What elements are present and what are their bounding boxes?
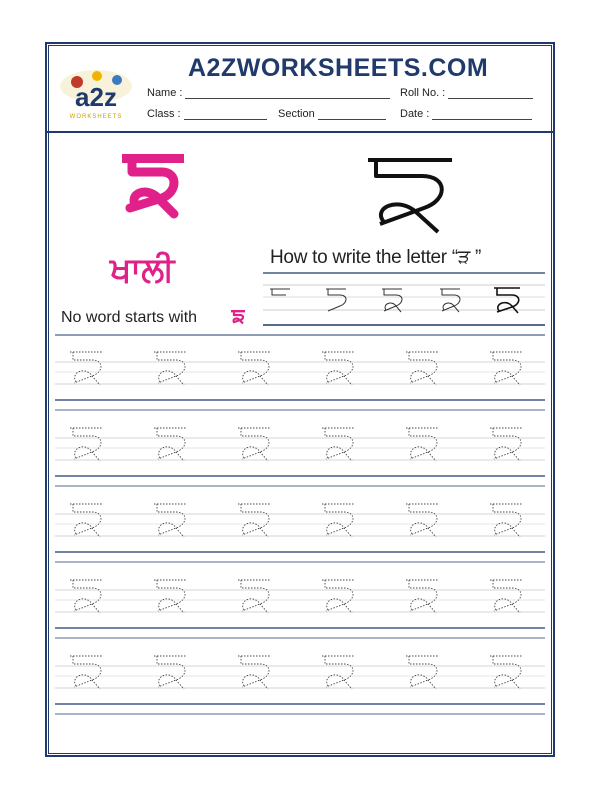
trace-letter[interactable] — [70, 428, 102, 461]
class-label: Class : — [147, 108, 181, 120]
roll-label: Roll No. : — [400, 87, 446, 99]
site-title: A2ZWORKSHEETS.COM — [188, 54, 489, 82]
howto-suffix: ” — [469, 247, 481, 268]
trace-letter[interactable] — [238, 580, 270, 613]
stroke-step-5 — [494, 288, 520, 313]
trace-letter[interactable] — [490, 580, 522, 613]
trace-letter[interactable] — [238, 656, 270, 689]
trace-letter[interactable] — [322, 504, 354, 537]
trace-letter[interactable] — [238, 428, 270, 461]
trace-letter[interactable] — [322, 656, 354, 689]
trace-letter[interactable] — [490, 352, 522, 385]
section-label: Section — [278, 108, 315, 120]
practice-row — [55, 352, 545, 410]
trace-letter[interactable] — [406, 352, 438, 385]
trace-letter[interactable] — [238, 352, 270, 385]
trace-letter[interactable] — [406, 504, 438, 537]
trace-letter[interactable] — [70, 656, 102, 689]
trace-letter[interactable] — [490, 656, 522, 689]
logo-text: a2z — [75, 82, 117, 112]
howto-glyph: ੜ — [457, 246, 470, 268]
trace-letter[interactable] — [490, 428, 522, 461]
practice-row — [55, 656, 545, 714]
name-label: Name : — [147, 87, 183, 99]
practice-row — [55, 428, 545, 486]
trace-letter[interactable] — [154, 428, 186, 461]
trace-letter[interactable] — [322, 352, 354, 385]
practice-row — [55, 504, 545, 562]
logo-subtext: WORKSHEETS — [69, 114, 123, 120]
stroke-step-1 — [270, 289, 290, 295]
example-word: ਖਾਲੀ — [110, 250, 175, 290]
trace-letter[interactable] — [154, 580, 186, 613]
practice-row — [55, 580, 545, 638]
trace-letter[interactable] — [154, 352, 186, 385]
trace-letter[interactable] — [406, 656, 438, 689]
trace-letter[interactable] — [406, 580, 438, 613]
trace-letter[interactable] — [154, 504, 186, 537]
trace-letter[interactable] — [70, 504, 102, 537]
trace-letter[interactable] — [70, 580, 102, 613]
trace-letter[interactable] — [238, 504, 270, 537]
date-label: Date : — [400, 108, 430, 120]
trace-letter[interactable] — [154, 656, 186, 689]
trace-letter[interactable] — [490, 504, 522, 537]
trace-letter[interactable] — [70, 352, 102, 385]
trace-letter[interactable] — [322, 580, 354, 613]
stroke-step-3 — [382, 289, 402, 312]
howto-prefix: How to write the letter “ — [270, 247, 458, 268]
stroke-step-2 — [326, 289, 346, 311]
no-word-text: No word starts with — [61, 309, 198, 326]
trace-letter[interactable] — [322, 428, 354, 461]
stroke-step-4 — [440, 289, 460, 312]
trace-letter[interactable] — [406, 428, 438, 461]
practice-area — [50, 340, 550, 720]
